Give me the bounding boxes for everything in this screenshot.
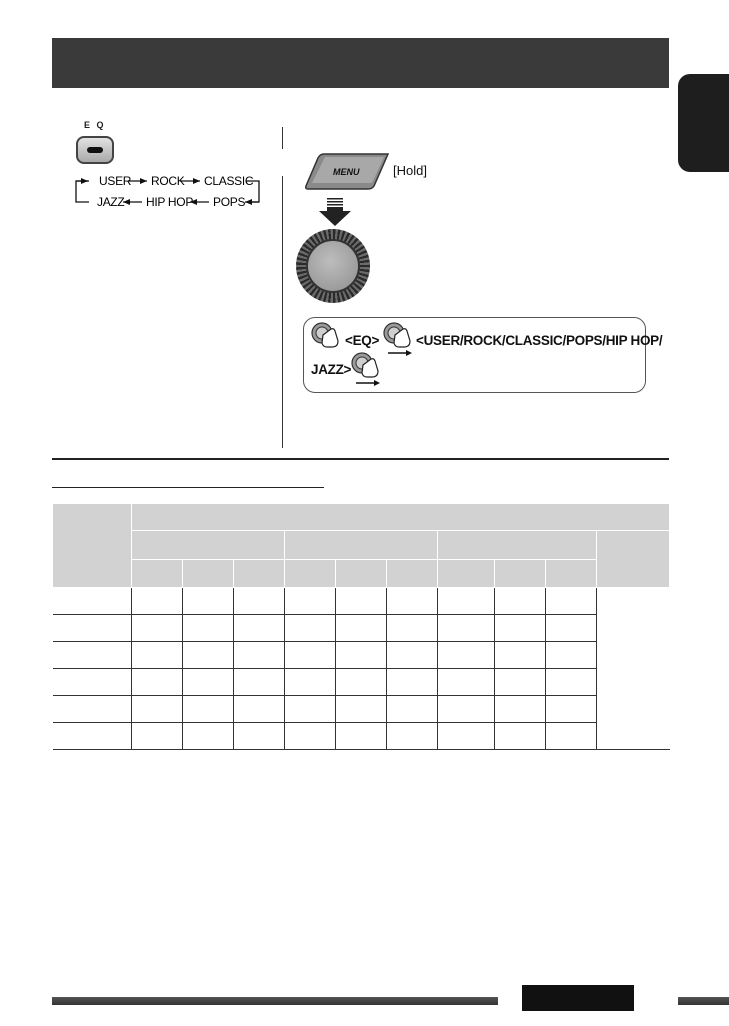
table-row — [53, 615, 670, 642]
section-rule — [52, 458, 669, 460]
table-cell — [53, 615, 132, 642]
table-subheader — [336, 560, 387, 588]
table-cell — [387, 696, 438, 723]
control-dial-center — [306, 239, 360, 293]
instruction-modes: <USER/ROCK/CLASSIC/POPS/HIP HOP/ — [416, 333, 663, 348]
table-row — [53, 669, 670, 696]
menu-button-icon[interactable] — [304, 152, 390, 190]
table-cell — [183, 615, 234, 642]
menu-button-label: MENU — [333, 167, 360, 177]
instruction-modes-cont: JAZZ> — [311, 362, 352, 377]
table-header-settings — [132, 504, 670, 531]
mode-classic: CLASSIC — [204, 174, 254, 188]
table-cell — [387, 615, 438, 642]
table-cell — [53, 696, 132, 723]
table-cell — [336, 642, 387, 669]
table-cell — [336, 723, 387, 750]
table-cell — [285, 723, 336, 750]
table-cell — [387, 723, 438, 750]
down-arrow-icon — [318, 197, 352, 227]
mode-hip-hop: HIP HOP — [146, 195, 194, 209]
table-cell — [546, 642, 597, 669]
table-cell — [183, 588, 234, 615]
mode-jazz: JAZZ — [97, 195, 125, 209]
hand-press-icon — [349, 351, 383, 387]
page-number-tab — [522, 985, 634, 1011]
table-cell — [234, 588, 285, 615]
table-cell — [546, 588, 597, 615]
table-row — [53, 588, 670, 615]
eq-mode-cycle-diagram — [66, 170, 276, 214]
table-cell — [438, 696, 495, 723]
mode-pops: POPS — [213, 195, 246, 209]
table-cell — [285, 696, 336, 723]
table-cell — [132, 723, 183, 750]
table-cell — [53, 723, 132, 750]
table-cell — [132, 696, 183, 723]
table-cell-merged — [597, 588, 670, 750]
mode-rock: ROCK — [151, 174, 185, 188]
table-cell — [336, 669, 387, 696]
table-cell — [53, 588, 132, 615]
table-cell — [234, 723, 285, 750]
table-cell — [285, 588, 336, 615]
table-cell — [183, 696, 234, 723]
table-cell — [438, 723, 495, 750]
table-cell — [546, 696, 597, 723]
table-header-mode — [53, 504, 132, 588]
table-cell — [387, 642, 438, 669]
footer-bar — [52, 997, 498, 1005]
table-subheader — [438, 560, 495, 588]
table-cell — [387, 669, 438, 696]
table-cell — [285, 642, 336, 669]
eq-preset-table — [52, 503, 670, 750]
table-cell — [546, 669, 597, 696]
column-divider — [282, 176, 283, 448]
table-cell — [438, 615, 495, 642]
table-caption-rule — [52, 487, 324, 488]
table-cell — [132, 588, 183, 615]
table-cell — [132, 615, 183, 642]
eq-button-label: E Q — [84, 120, 106, 130]
table-subheader — [495, 560, 546, 588]
table-cell — [234, 669, 285, 696]
table-row — [53, 642, 670, 669]
table-row — [53, 723, 670, 750]
eq-button-icon[interactable] — [76, 136, 114, 164]
table-cell — [132, 642, 183, 669]
table-cell — [495, 642, 546, 669]
table-subheader — [132, 560, 183, 588]
table-cell — [495, 669, 546, 696]
table-header-band-group — [438, 531, 597, 560]
table-header-band-group — [285, 531, 438, 560]
table-subheader — [387, 560, 438, 588]
table-cell — [53, 642, 132, 669]
table-subheader — [546, 560, 597, 588]
table-header-band-group — [132, 531, 285, 560]
table-cell — [495, 615, 546, 642]
table-cell — [234, 642, 285, 669]
table-row — [53, 696, 670, 723]
table-cell — [546, 723, 597, 750]
mode-user: USER — [99, 174, 132, 188]
table-cell — [183, 669, 234, 696]
table-cell — [387, 588, 438, 615]
table-cell — [438, 669, 495, 696]
table-cell — [438, 588, 495, 615]
hand-turn-icon — [381, 321, 415, 357]
table-cell — [132, 669, 183, 696]
table-cell — [234, 615, 285, 642]
column-divider-top — [282, 127, 283, 149]
table-cell — [495, 723, 546, 750]
table-cell — [183, 642, 234, 669]
language-side-tab — [678, 74, 729, 172]
table-cell — [234, 696, 285, 723]
table-cell — [336, 696, 387, 723]
table-cell — [285, 615, 336, 642]
table-cell — [438, 642, 495, 669]
instruction-eq: <EQ> — [345, 333, 380, 348]
hand-press-icon — [309, 321, 343, 349]
table-cell — [336, 588, 387, 615]
table-cell — [183, 723, 234, 750]
table-cell — [53, 669, 132, 696]
section-title-bar — [52, 38, 669, 88]
table-cell — [336, 615, 387, 642]
table-cell — [495, 696, 546, 723]
table-cell — [495, 588, 546, 615]
table-header-extra — [597, 531, 670, 588]
table-cell — [546, 615, 597, 642]
table-subheader — [234, 560, 285, 588]
hold-label: [Hold] — [393, 163, 427, 178]
cycle-loop-left — [76, 181, 89, 202]
table-subheader — [285, 560, 336, 588]
footer-bar-right — [678, 997, 729, 1005]
table-subheader — [183, 560, 234, 588]
table-cell — [285, 669, 336, 696]
